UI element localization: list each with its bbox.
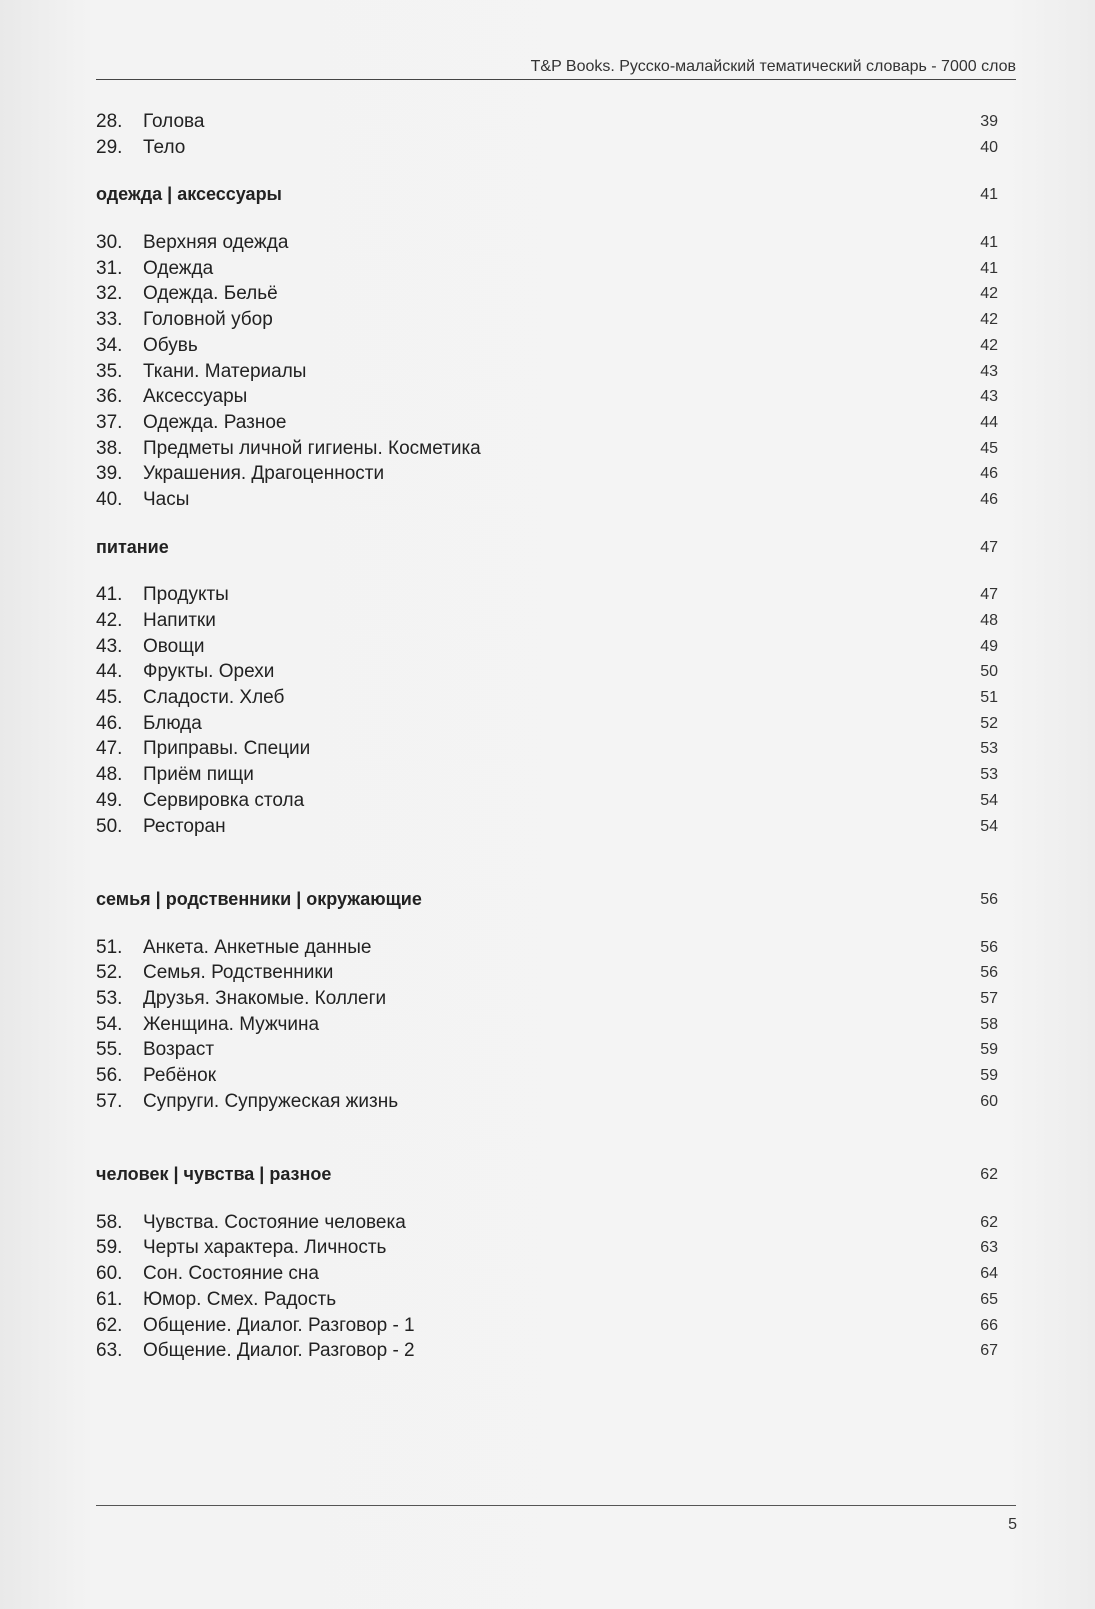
entry-title: Друзья. Знакомые. Коллеги: [143, 987, 387, 1009]
entry-number: 40.: [96, 488, 123, 510]
entry-number: 53.: [96, 987, 123, 1009]
section-heading[interactable]: [96, 887, 1016, 913]
entry-page: 43: [980, 362, 998, 380]
entry-title: Аксессуары: [143, 386, 248, 408]
entry-page: 41: [980, 234, 998, 252]
entry-number: 31.: [96, 257, 123, 279]
section-heading[interactable]: [96, 535, 1016, 561]
entry-page: 58: [980, 1015, 998, 1033]
entry-title: Сервировка стола: [143, 789, 305, 811]
entry-number: 38.: [96, 437, 123, 459]
toc-entry[interactable]: [96, 986, 1016, 1012]
entry-number: 56.: [96, 1065, 123, 1086]
entry-page: 63: [980, 1239, 998, 1257]
toc-entry[interactable]: [96, 135, 1016, 161]
entry-page: 41: [980, 259, 998, 277]
entry-page: 56: [980, 938, 998, 956]
entry-title: Одежда. Разное: [143, 411, 287, 433]
entry-title: Ткани. Материалы: [143, 360, 307, 382]
entry-page: 59: [980, 1067, 998, 1084]
entry-number: 50.: [96, 815, 123, 837]
entry-number: 35.: [96, 360, 123, 382]
entry-number: 28.: [96, 111, 123, 132]
table-of-contents: [96, 109, 1016, 1364]
entry-number: 39.: [96, 463, 123, 485]
entry-number: 33.: [96, 309, 123, 331]
toc-entry[interactable]: [96, 1261, 1016, 1287]
entry-page: 43: [980, 388, 998, 406]
entry-page: 45: [980, 439, 998, 457]
section-title: человек | чувства | разное: [96, 1164, 332, 1185]
entry-page: 50: [980, 663, 998, 681]
section-heading[interactable]: [96, 1162, 1016, 1188]
entry-title: Часы: [143, 488, 190, 510]
entry-page: 46: [980, 490, 998, 508]
toc-entry[interactable]: [96, 1089, 1016, 1115]
entry-number: 52.: [96, 962, 123, 984]
toc-entry[interactable]: [96, 436, 1016, 462]
entry-page: 42: [980, 311, 998, 329]
entry-page: 60: [980, 1092, 998, 1110]
entry-number: 55.: [96, 1039, 123, 1061]
entry-title: Анкета. Анкетные данные: [143, 936, 372, 958]
toc-entry[interactable]: [96, 1063, 1016, 1089]
entry-title: Головной убор: [143, 309, 273, 331]
entry-page: 53: [980, 766, 998, 784]
entry-page: 42: [980, 285, 998, 303]
entry-title: Ресторан: [143, 815, 226, 837]
entry-number: 36.: [96, 386, 123, 408]
section-title: одежда | аксессуары: [96, 184, 282, 205]
entry-number: 37.: [96, 411, 123, 433]
entry-title: Напитки: [143, 610, 216, 631]
section-entries: [96, 935, 1016, 1115]
entry-title: Супруги. Супружеская жизнь: [143, 1090, 399, 1112]
header-divider: [96, 79, 1016, 80]
toc-entry[interactable]: [96, 1037, 1016, 1063]
toc-entry[interactable]: [96, 1313, 1016, 1339]
entry-title: Общение. Диалог. Разговор - 2: [143, 1340, 415, 1362]
entry-page: 65: [980, 1290, 998, 1308]
entry-number: 61.: [96, 1288, 123, 1310]
entry-number: 46.: [96, 712, 123, 734]
entry-title: Семья. Родственники: [143, 962, 334, 984]
toc-entry[interactable]: [96, 762, 1016, 788]
toc-entry[interactable]: [96, 736, 1016, 762]
toc-entry[interactable]: [96, 582, 1016, 608]
section-entries: [96, 582, 1016, 839]
entry-title: Овощи: [143, 635, 205, 657]
entry-title: Фрукты. Орехи: [143, 661, 275, 683]
toc-entry[interactable]: [96, 1287, 1016, 1313]
entry-page: 46: [980, 465, 998, 483]
entry-title: Женщина. Мужчина: [143, 1013, 320, 1035]
entry-title: Продукты: [143, 584, 229, 606]
section-page: 47: [980, 538, 998, 556]
entry-number: 57.: [96, 1090, 123, 1112]
entry-page: 44: [980, 413, 998, 431]
entry-title: Черты характера. Личность: [143, 1237, 387, 1259]
toc-entry[interactable]: [96, 281, 1016, 307]
toc-entry[interactable]: [96, 384, 1016, 410]
entry-page: 57: [980, 989, 998, 1007]
toc-entry[interactable]: [96, 230, 1016, 256]
entry-number: 48.: [96, 764, 123, 786]
entry-page: 54: [980, 817, 998, 835]
entry-title: Сладости. Хлеб: [143, 687, 285, 709]
entry-title: Верхняя одежда: [143, 232, 289, 254]
entry-number: 58.: [96, 1211, 123, 1233]
entry-number: 44.: [96, 661, 123, 683]
toc-entry[interactable]: [96, 1338, 1016, 1364]
entry-page: 53: [980, 740, 998, 758]
entry-number: 49.: [96, 789, 123, 811]
entry-number: 34.: [96, 334, 123, 356]
entry-number: 45.: [96, 687, 123, 709]
toc-entry[interactable]: [96, 788, 1016, 814]
toc-entry[interactable]: [96, 659, 1016, 685]
entry-page: 48: [980, 612, 998, 629]
toc-entry[interactable]: [96, 461, 1016, 487]
entry-number: 42.: [96, 610, 123, 631]
entry-title: Блюда: [143, 712, 202, 734]
footer-divider: [96, 1505, 1016, 1506]
toc-entry[interactable]: [96, 307, 1016, 333]
entry-page: 47: [980, 586, 998, 604]
entry-title: Приём пищи: [143, 764, 254, 786]
entry-title: Предметы личной гигиены. Косметика: [143, 437, 481, 459]
section-title: семья | родственники | окружающие: [96, 888, 422, 909]
section-page: 41: [980, 186, 998, 204]
section-heading[interactable]: [96, 182, 1016, 208]
entry-page: 39: [980, 113, 998, 130]
entry-page: 49: [980, 637, 998, 655]
toc-entry[interactable]: [96, 634, 1016, 660]
entry-page: 66: [980, 1316, 998, 1334]
entry-number: 43.: [96, 635, 123, 657]
toc-entry[interactable]: [96, 333, 1016, 359]
toc-entry[interactable]: [96, 814, 1016, 840]
toc-entry[interactable]: [96, 487, 1016, 513]
section-entries: [96, 230, 1016, 513]
entry-number: 41.: [96, 584, 123, 606]
entry-number: 59.: [96, 1237, 123, 1259]
entry-title: Ребёнок: [143, 1065, 217, 1086]
toc-entry[interactable]: [96, 359, 1016, 385]
entry-title: Чувства. Состояние человека: [143, 1211, 406, 1233]
entry-page: 52: [980, 714, 998, 732]
section-page: 56: [980, 890, 998, 908]
toc-entry[interactable]: [96, 608, 1016, 634]
toc-entry[interactable]: [96, 1210, 1016, 1236]
entry-number: 62.: [96, 1314, 123, 1336]
entry-page: 51: [980, 689, 998, 707]
toc-entry[interactable]: [96, 960, 1016, 986]
entry-page: 56: [980, 964, 998, 982]
entry-page: 42: [980, 336, 998, 354]
running-header: T&P Books. Русско-малайский тематический словарь - 7000 слов: [530, 58, 1016, 75]
toc-entry[interactable]: [96, 711, 1016, 737]
entry-number: 51.: [96, 936, 123, 958]
entry-title: Сон. Состояние сна: [143, 1263, 319, 1285]
entry-title: Обувь: [143, 334, 198, 356]
entry-title: Голова: [143, 111, 205, 132]
entry-title: Приправы. Специи: [143, 738, 311, 760]
entry-page: 67: [980, 1342, 998, 1360]
entry-number: 32.: [96, 283, 123, 305]
toc-entry[interactable]: [96, 410, 1016, 436]
entry-title: Тело: [143, 136, 186, 158]
entry-number: 63.: [96, 1340, 123, 1362]
entry-page: 64: [980, 1265, 998, 1283]
entry-number: 29.: [96, 136, 123, 158]
entry-title: Одежда. Бельё: [143, 283, 278, 305]
toc-entry[interactable]: [96, 1012, 1016, 1038]
entry-number: 54.: [96, 1013, 123, 1035]
toc-entry[interactable]: [96, 935, 1016, 961]
entry-page: 59: [980, 1041, 998, 1059]
entry-page: 54: [980, 791, 998, 809]
entry-number: 47.: [96, 738, 123, 760]
toc-entry[interactable]: [96, 1235, 1016, 1261]
entry-title: Общение. Диалог. Разговор - 1: [143, 1314, 415, 1336]
entry-title: Одежда: [143, 257, 214, 279]
section-page: 62: [980, 1166, 998, 1184]
entry-page: 40: [980, 138, 998, 156]
entry-number: 60.: [96, 1263, 123, 1285]
toc-entry[interactable]: [96, 685, 1016, 711]
entry-title: Возраст: [143, 1039, 215, 1061]
page-number: 5: [1008, 1516, 1017, 1533]
entry-title: Украшения. Драгоценности: [143, 463, 385, 485]
entry-title: Юмор. Смех. Радость: [143, 1288, 337, 1310]
entry-page: 62: [980, 1213, 998, 1231]
entry-number: 30.: [96, 232, 123, 254]
section-entries: [96, 1210, 1016, 1364]
toc-entry[interactable]: [96, 109, 1016, 135]
section-title: питание: [96, 536, 169, 557]
toc-entry[interactable]: [96, 256, 1016, 282]
